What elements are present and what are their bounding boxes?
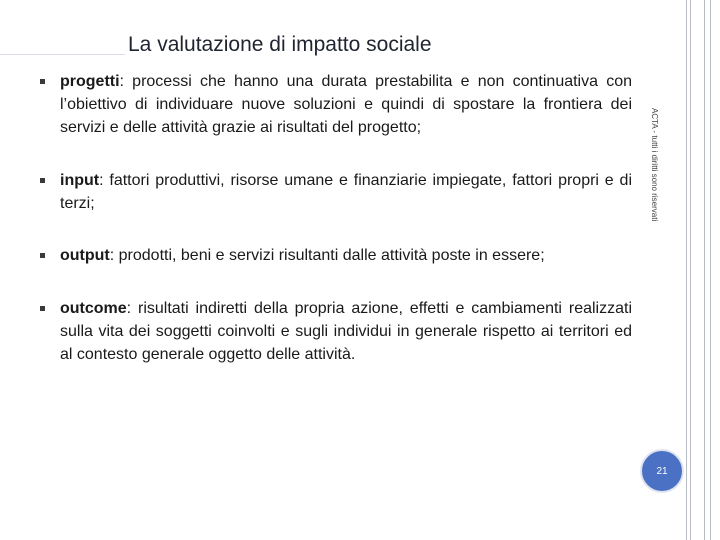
list-item [40,297,632,366]
item-text: : risultati indiretti della propria azione, effetti e cambiamenti realizzati sulla vita dei soggetti coinvolti e sugli individui in generale rispetto ai territori ed al contesto generale oggetto delle attività. [60,300,632,363]
bullet-icon [40,178,45,183]
item-term: input [60,172,100,189]
frame-line [686,0,687,540]
frame-line [704,0,705,540]
page-number-badge [640,449,684,493]
title-rule [0,54,125,55]
bullet-icon [40,79,45,84]
copyright-text: ACTA - tutti i diritti sono riservati [650,108,659,222]
bullet-list [40,68,632,366]
bullet-icon [40,306,45,311]
side-copyright [650,108,662,238]
frame-line [690,0,691,540]
list-item [40,169,632,215]
item-term: progetti [60,73,120,90]
item-term: output [60,247,110,264]
item-text: : processi che hanno una durata prestabilita e non continuativa con l’obiettivo di individuare nuove soluzioni e quindi di spostare la frontiera dei servizi e delle attività grazie ai risultati del progetto; [60,73,632,136]
list-item [40,244,632,267]
item-text: : prodotti, beni e servizi risultanti dalle attività poste in essere; [109,247,545,264]
slide-title: La valutazione di impatto sociale [128,33,432,56]
item-term: outcome [60,300,127,317]
frame-line [710,0,711,540]
page-number: 21 [656,465,668,477]
bullet-icon [40,253,45,258]
item-text: : fattori produttivi, risorse umane e finanziarie impiegate, fattori propri e di terzi; [60,172,632,212]
list-item [40,70,632,139]
